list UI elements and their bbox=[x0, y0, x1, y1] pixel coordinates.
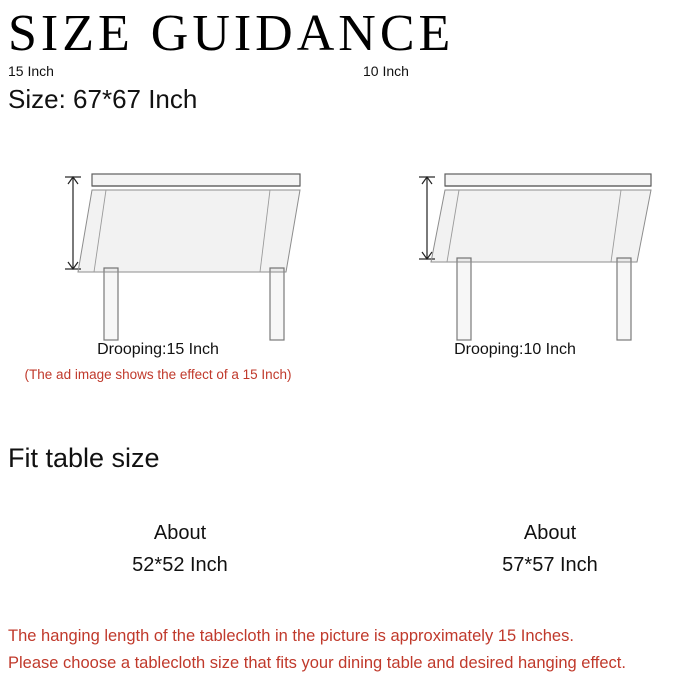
footer-note-line-2: Please choose a tablecloth size that fits your dining table and desired hanging effect. bbox=[8, 654, 626, 672]
footer-note-line-1 bbox=[8, 623, 673, 649]
fit-column-right bbox=[400, 517, 679, 581]
fit-table-size-title: Fit table size bbox=[8, 443, 160, 473]
caption-drop-10: Drooping:10 Inch bbox=[454, 341, 576, 358]
fit-size-left: 52*52 Inch bbox=[132, 554, 228, 576]
dimension-label-10: 10 Inch bbox=[363, 63, 409, 79]
fit-size-right: 57*57 Inch bbox=[502, 554, 598, 576]
footer-note-highlight: 15 Inches bbox=[497, 627, 570, 645]
size-label: Size: 67*67 Inch bbox=[8, 84, 198, 114]
dimension-label-15: 15 Inch bbox=[8, 63, 54, 79]
table-top-10 bbox=[445, 174, 651, 186]
fit-about-right: About bbox=[523, 522, 577, 544]
dimension-arrow-15 bbox=[65, 177, 81, 269]
cloth-body-15 bbox=[78, 190, 300, 272]
fit-about-left: About bbox=[153, 522, 207, 544]
page-title: SIZE GUIDANCE bbox=[8, 5, 455, 62]
table-top-15 bbox=[92, 174, 300, 186]
fit-column-left bbox=[30, 517, 330, 581]
table-cloth-illustration-10 bbox=[365, 160, 665, 370]
cloth-body-10 bbox=[431, 190, 651, 262]
table-legs-15 bbox=[104, 268, 284, 340]
caption-drop-15: Drooping:15 Inch bbox=[97, 341, 219, 358]
ad-note-15: (The ad image shows the effect of a 15 Inch) bbox=[24, 367, 292, 382]
diagram-drop-15 bbox=[8, 160, 308, 370]
table-legs-10 bbox=[457, 258, 631, 340]
diagram-drop-10 bbox=[365, 160, 665, 370]
footer-note-suffix: . bbox=[569, 627, 574, 645]
footer-note-prefix: The hanging length of the tablecloth in the picture is approximately bbox=[8, 627, 498, 645]
table-cloth-illustration-15 bbox=[8, 160, 308, 370]
dimension-arrow-10 bbox=[419, 177, 435, 259]
